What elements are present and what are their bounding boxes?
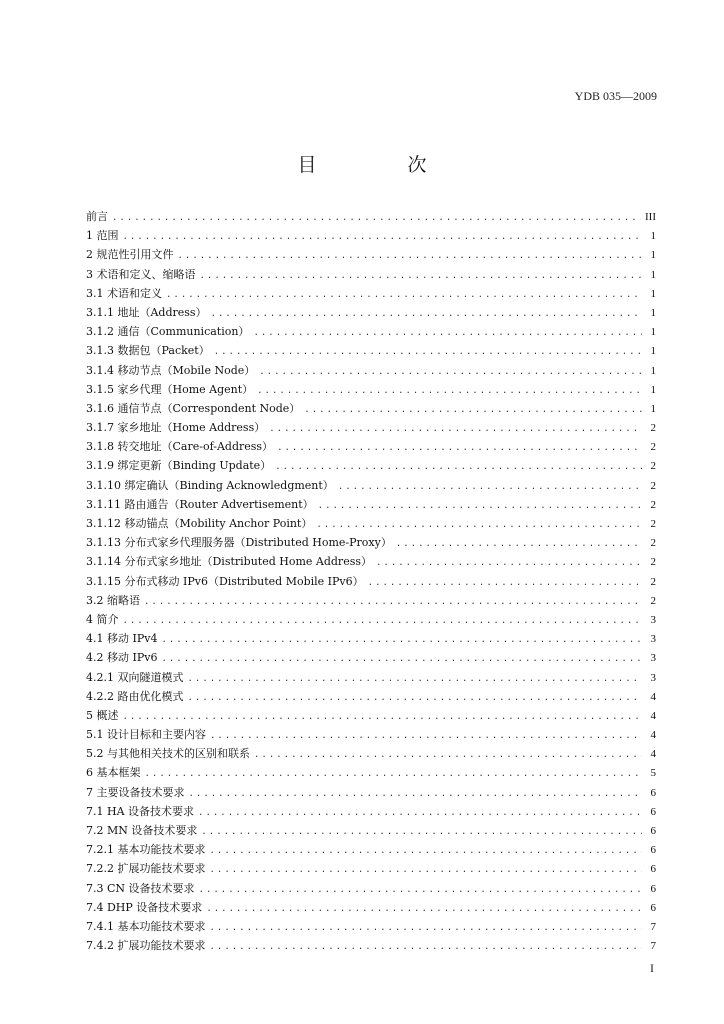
toc-leader-dots xyxy=(144,593,642,610)
toc-entry-page: 6 xyxy=(650,863,656,876)
toc-entry[interactable] xyxy=(86,840,656,859)
toc-leader-dots xyxy=(214,343,642,360)
toc-entry-label: 3.1.15 分布式移动 IPv6（Distributed Mobile IPv6） xyxy=(86,574,364,588)
toc-leader-dots xyxy=(123,708,643,725)
toc-entry-page: 2 xyxy=(650,518,656,530)
toc-entry-page: 7 xyxy=(650,940,656,953)
page-title: 目 次 xyxy=(297,154,463,176)
toc-leader-dots xyxy=(257,382,642,399)
toc-entry[interactable] xyxy=(86,361,656,380)
toc-entry-page: 1 xyxy=(650,230,656,243)
toc-entry[interactable] xyxy=(86,341,656,360)
toc-leader-dots xyxy=(210,727,642,744)
toc-leader-dots xyxy=(210,919,643,936)
toc-entry-label: 4.2.2 路由优化模式 xyxy=(86,689,184,703)
toc-entry[interactable] xyxy=(86,687,656,706)
toc-entry-label: 7.3 CN 设备技术要求 xyxy=(86,881,195,895)
toc-entry-page: 1 xyxy=(650,345,656,358)
toc-entry-label: 3.1.13 分布式家乡代理服务器（Distributed Home-Proxy） xyxy=(86,536,392,550)
toc-entry[interactable] xyxy=(86,265,656,284)
toc-leader-dots xyxy=(201,823,642,840)
toc-leader-dots xyxy=(145,765,643,782)
toc-entry-page: 6 xyxy=(650,882,656,895)
toc-entry-label: 前言 xyxy=(86,210,108,223)
toc-entry[interactable] xyxy=(86,610,656,629)
toc-entry[interactable] xyxy=(86,668,656,687)
toc-entry-label: 3.2 缩略语 xyxy=(86,593,140,607)
toc-entry-label: 7.2 MN 设备技术要求 xyxy=(86,824,198,837)
toc-entry[interactable] xyxy=(86,456,656,475)
toc-entry-label: 3.1.10 绑定确认（Binding Acknowledgment） xyxy=(86,478,334,492)
toc-leader-dots xyxy=(338,478,642,495)
toc-entry[interactable] xyxy=(86,437,656,456)
toc-leader-dots xyxy=(161,650,642,667)
toc-entry[interactable] xyxy=(86,898,656,917)
toc-leader-dots xyxy=(161,631,642,648)
toc-leader-dots xyxy=(396,535,642,552)
toc-entry-page: 1 xyxy=(650,249,656,262)
toc-entry-page: 2 xyxy=(650,441,656,454)
document-number: YDB 035—2009 xyxy=(574,89,657,103)
toc-entry-page: 6 xyxy=(650,825,656,837)
toc-entry-label: 2 规范性引用文件 xyxy=(86,248,174,262)
toc-leader-dots xyxy=(166,286,642,303)
toc-entry-page: 7 xyxy=(650,920,656,933)
toc-entry-label: 3.1.8 转交地址（Care-of-Address） xyxy=(86,440,274,454)
toc-entry[interactable] xyxy=(86,533,656,552)
toc-entry[interactable] xyxy=(86,859,656,878)
toc-entry-label: 7.2.2 扩展功能技术要求 xyxy=(86,862,206,876)
toc-entry-page: 1 xyxy=(650,364,656,377)
toc-leader-dots xyxy=(112,209,641,226)
toc-entry-page: 4 xyxy=(650,729,656,742)
toc-leader-dots xyxy=(275,458,642,475)
toc-entry[interactable] xyxy=(86,399,656,418)
toc-entry[interactable] xyxy=(86,725,656,744)
toc-entry[interactable] xyxy=(86,783,656,802)
toc-entry-label: 7.4.2 扩展功能技术要求 xyxy=(86,939,206,953)
toc-entry-label: 3.1.9 绑定更新（Binding Update） xyxy=(86,459,272,473)
toc-entry-label: 3.1.1 地址（Address） xyxy=(86,305,207,319)
toc-entry[interactable] xyxy=(86,648,656,667)
toc-entry[interactable] xyxy=(86,284,656,303)
toc-entry-label: 6 基本框架 xyxy=(86,766,141,780)
toc-entry-label: 3.1.5 家乡代理（Home Agent） xyxy=(86,382,254,396)
toc-entry[interactable] xyxy=(86,514,656,533)
toc-entry-page: 4 xyxy=(650,709,656,722)
toc-entry-page: 2 xyxy=(650,498,656,511)
toc-entry[interactable] xyxy=(86,917,656,936)
toc-entry[interactable] xyxy=(86,744,656,763)
toc-entry-page: 2 xyxy=(650,556,656,569)
toc-entry-label: 3 术语和定义、缩略语 xyxy=(86,267,196,281)
toc-entry[interactable] xyxy=(86,879,656,898)
toc-entry-label: 7.1 HA 设备技术要求 xyxy=(86,804,195,818)
toc-leader-dots xyxy=(316,516,642,533)
toc-entry-label: 4.2 移动 IPv6 xyxy=(86,651,158,665)
toc-leader-dots xyxy=(210,842,643,859)
toc-leader-dots xyxy=(178,247,643,264)
toc-leader-dots xyxy=(200,267,643,284)
toc-entry-page: 2 xyxy=(650,594,656,607)
toc-entry-page: 3 xyxy=(650,652,656,665)
toc-entry-page: 2 xyxy=(650,575,656,588)
toc-entry[interactable] xyxy=(86,552,656,571)
toc-leader-dots xyxy=(368,574,642,591)
toc-entry[interactable] xyxy=(86,763,656,782)
toc-leader-dots xyxy=(198,804,642,821)
toc-entry-label: 3.1.6 通信节点（Correspondent Node） xyxy=(86,401,301,415)
toc-entry-label: 4.2.1 双向隧道模式 xyxy=(86,670,184,684)
toc-leader-dots xyxy=(253,324,642,341)
toc-entry[interactable] xyxy=(86,303,656,322)
toc-entry-label: 4 简介 xyxy=(86,612,119,626)
toc-entry[interactable] xyxy=(86,380,656,399)
toc-entry-label: 3.1.4 移动节点（Mobile Node） xyxy=(86,363,256,377)
toc-entry-page: 4 xyxy=(650,748,656,761)
toc-entry[interactable] xyxy=(86,936,656,955)
toc-entry-label: 7.4 DHP 设备技术要求 xyxy=(86,900,203,914)
toc-entry-label: 3.1.3 数据包（Packet） xyxy=(86,344,210,358)
toc-entry-label: 7.2.1 基本功能技术要求 xyxy=(86,843,206,857)
toc-leader-dots xyxy=(211,305,642,322)
toc-entry-page: 1 xyxy=(650,326,656,339)
toc-entry-page: 4 xyxy=(650,690,656,703)
toc-entry-page: 1 xyxy=(650,402,656,415)
toc-entry-label: 5.2 与其他相关技术的区别和联系 xyxy=(86,747,250,761)
toc-leader-dots xyxy=(376,554,642,571)
toc-leader-dots xyxy=(189,785,643,802)
toc-entry-page: 2 xyxy=(650,479,656,492)
toc-leader-dots xyxy=(210,861,643,878)
toc-entry-label: 3.1.2 通信（Communication） xyxy=(86,325,250,339)
toc-entry-label: 3.1 术语和定义 xyxy=(86,286,162,300)
toc-entry-page: 2 xyxy=(650,422,656,435)
toc-entry-page: 1 xyxy=(650,383,656,396)
toc-entry-label: 5 概述 xyxy=(86,708,119,722)
toc-entry-page: 3 xyxy=(650,613,656,626)
toc-entry[interactable] xyxy=(86,572,656,591)
toc-entry-page: 1 xyxy=(650,287,656,300)
toc-entry-page: 3 xyxy=(650,633,656,646)
toc-leader-dots xyxy=(199,881,642,898)
toc-leader-dots xyxy=(269,420,642,437)
toc-leader-dots xyxy=(318,497,642,514)
toc-entry-label: 3.1.12 移动锚点（Mobility Anchor Point） xyxy=(86,517,313,530)
toc-leader-dots xyxy=(123,612,643,629)
toc-leader-dots xyxy=(123,228,643,245)
toc-leader-dots xyxy=(304,401,642,418)
toc-entry-label: 4.1 移动 IPv4 xyxy=(86,632,158,646)
toc-entry[interactable] xyxy=(86,322,656,341)
toc-entry-page: 1 xyxy=(650,268,656,281)
toc-entry-page: III xyxy=(645,211,656,223)
toc-entry[interactable] xyxy=(86,591,656,610)
toc-entry-label: 3.1.11 路由通告（Router Advertisement） xyxy=(86,497,314,511)
toc-entry-label: 3.1.14 分布式家乡地址（Distributed Home Address） xyxy=(86,555,372,569)
toc-entry-label: 1 范围 xyxy=(86,229,119,243)
page-number: I xyxy=(650,961,654,975)
toc-entry-page: 3 xyxy=(650,671,656,684)
toc-leader-dots xyxy=(254,746,642,763)
toc-entry[interactable] xyxy=(86,706,656,725)
toc-leader-dots xyxy=(188,670,643,687)
toc-entry[interactable] xyxy=(86,802,656,821)
toc-entry-page: 6 xyxy=(650,805,656,818)
toc-entry[interactable] xyxy=(86,207,656,226)
toc-entry[interactable] xyxy=(86,495,656,514)
table-of-contents xyxy=(86,207,656,955)
toc-leader-dots xyxy=(210,938,643,955)
toc-entry-page: 2 xyxy=(650,537,656,550)
toc-entry-label: 5.1 设计目标和主要内容 xyxy=(86,728,206,742)
toc-entry[interactable] xyxy=(86,245,656,264)
toc-entry-page: 6 xyxy=(650,901,656,914)
toc-entry[interactable] xyxy=(86,476,656,495)
toc-entry-page: 1 xyxy=(650,306,656,319)
toc-entry[interactable] xyxy=(86,629,656,648)
toc-leader-dots xyxy=(277,439,642,456)
toc-entry[interactable] xyxy=(86,821,656,840)
toc-leader-dots xyxy=(259,363,642,380)
toc-entry-label: 7 主要设备技术要求 xyxy=(86,785,185,799)
toc-leader-dots xyxy=(188,689,643,706)
toc-entry-page: 5 xyxy=(650,767,656,780)
toc-leader-dots xyxy=(206,900,642,917)
toc-entry-page: 6 xyxy=(650,786,656,799)
toc-entry-label: 3.1.7 家乡地址（Home Address） xyxy=(86,421,266,435)
toc-entry-page: 6 xyxy=(650,844,656,857)
toc-entry-page: 2 xyxy=(650,460,656,473)
toc-entry-label: 7.4.1 基本功能技术要求 xyxy=(86,919,206,933)
toc-entry[interactable] xyxy=(86,226,656,245)
toc-entry[interactable] xyxy=(86,418,656,437)
